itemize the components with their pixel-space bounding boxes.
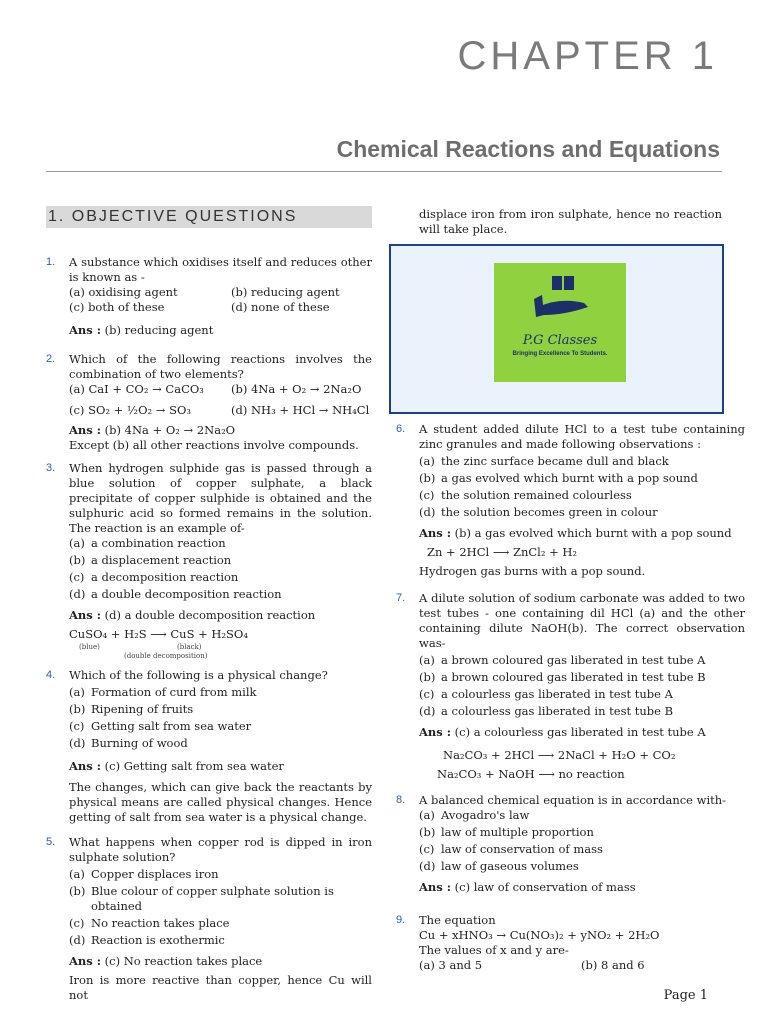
reaction-equation: Zn + 2HCl ⟶ ZnCl₂ + H₂ [427,545,578,559]
reaction-equation-2: Na₂CO₃ + NaOH ⟶ no reaction [437,767,625,781]
answer-text: (b) 4Na + O₂ → 2Na₂O [104,423,236,437]
option-a: (a) Copper displaces iron [69,867,219,881]
answer-label: Ans : [69,954,102,968]
answer [69,608,372,623]
answer-text: (b) reducing agent [104,323,214,337]
option-b: (b) a gas evolved which burnt with a pop sound [419,471,698,485]
question-8 [396,793,745,895]
option-c: (c) SO₂ + ½O₂ → SO₃ [69,403,191,417]
black-note: (black) [177,643,202,651]
title-divider [46,171,722,172]
reaction-equation: Cu + xHNO₃ → Cu(NO₃)₂ + yNO₂ + 2H₂O [419,928,660,942]
option-c: (c) a colourless gas liberated in test tube A [419,687,673,701]
option-text: a colourless gas liberated in test tube B [441,704,674,718]
question-line: The values of x and y are- [419,943,569,957]
reaction-equation-1: Na₂CO₃ + 2HCl ⟶ 2NaCl + H₂O + CO₂ [443,748,676,762]
logo-frame [389,244,724,414]
option-b: (b) 8 and 6 [581,958,645,972]
answer [69,759,372,774]
chapter-heading: CHAPTER 1 [457,34,718,78]
question-7 [396,591,745,786]
answer-text: (c) No reaction takes place [104,954,263,968]
option-b: (b) Ripening of fruits [69,702,194,716]
option-a: (a) CaI + CO₂ → CaCO₃ [69,382,204,396]
question-number: 2. [46,353,56,365]
option-text: the solution remained colourless [441,488,632,502]
option-b: (b) law of multiple proportion [419,825,594,839]
option-text: No reaction takes place [91,916,230,930]
answer [69,954,372,969]
options [419,958,745,973]
logo-tagline: Bringing Excellence To Students. [512,351,608,357]
option-c: (c) the solution remained colourless [419,488,632,502]
option-text: law of conservation of mass [441,842,603,856]
question-text: Which of the following reactions involves the combination of two elements? [69,352,372,381]
answer-text: (c) law of conservation of mass [454,880,636,894]
question-number: 4. [46,669,56,681]
option-text: a brown coloured gas liberated in test tube B [441,670,706,684]
answer-label: Ans : [69,423,102,437]
option-text: the solution becomes green in colour [441,505,658,519]
question-number: 8. [396,794,406,806]
answer-label: Ans : [69,759,102,773]
option-c: (c) law of conservation of mass [419,842,603,856]
equation-notes [69,640,372,658]
option-c: (c) a decomposition reaction [69,570,239,584]
answer-label: Ans : [419,526,452,540]
answer-note: Hydrogen gas burns with a pop sound. [419,564,646,578]
option-d: (d) none of these [231,300,330,314]
question-6 [396,422,745,579]
answer-text: (d) a double decomposition reaction [104,608,316,622]
hand-book-icon [494,263,626,333]
option-text: a colourless gas liberated in test tube A [441,687,673,701]
question-number: 9. [396,914,406,926]
answer [69,323,372,338]
option-d: (d) law of gaseous volumes [419,859,579,873]
option-text: a brown coloured gas liberated in test tube A [441,653,706,667]
answer-label: Ans : [69,323,102,337]
question-number: 7. [396,592,406,604]
question-2 [46,352,372,453]
question-text: A dilute solution of sodium carbonate was added to two test tubes - one containing dil HCl (a) and the other containing dilute NaOH(b). The correct observation was- [419,591,745,650]
reaction-type-note: (double decomposition) [124,652,208,660]
question-number: 3. [46,462,56,474]
answer-note: Except (b) all other reactions involve compounds. [69,438,359,452]
reaction-equation: CuSO₄ + H₂S ⟶ CuS + H₂SO₄ [69,627,248,641]
option-b: (b) Blue colour of copper sulphate solution is obtained [69,884,372,914]
question-text: The equation [419,913,496,927]
option-text: Blue colour of copper sulphate solution is obtained [91,884,334,913]
logo [494,263,626,382]
answer [69,423,372,438]
answer-note: The changes, which can give back the reactants by physical means are called physical changes. Hence getting of salt from sea water is a physical change. [69,780,372,824]
option-a: (a) a brown coloured gas liberated in test tube A [419,653,706,667]
option-d: (d) Reaction is exothermic [69,933,225,947]
option-text: the zinc surface became dull and black [441,454,669,468]
question-text: When hydrogen sulphide gas is passed through a blue solution of copper sulphate, a black precipitate of copper sulphide is obtained and the sulphuric acid so formed remains in the solution. The reaction is an example of- [69,461,372,535]
options [69,285,372,315]
question-text: Which of the following is a physical change? [69,668,328,682]
continued-note: displace iron from iron sulphate, hence no reaction will take place. [419,207,722,236]
option-text: a displacement reaction [91,553,232,567]
option-a: (a) Avogadro's law [419,808,530,822]
question-number: 5. [46,836,56,848]
answer-note: Iron is more reactive than copper, hence Cu will not [69,973,372,1002]
question-text: A student added dilute HCl to a test tube containing zinc granules and made following observations : [419,422,745,451]
answer-text: (b) a gas evolved which burnt with a pop sound [454,526,732,540]
question-1 [46,255,372,338]
option-d: (d) NH₃ + HCl → NH₄Cl [231,403,370,417]
option-text: Getting salt from sea water [91,719,252,733]
option-a: (a) a combination reaction [69,536,226,550]
left-column [46,255,372,1011]
option-b: (b) a displacement reaction [69,553,232,567]
option-text: Copper displaces iron [91,867,219,881]
option-a: (a) oxidising agent [69,285,178,299]
question-text: A balanced chemical equation is in accordance with- [419,793,727,807]
option-c: (c) both of these [69,300,165,314]
option-d: (d) the solution becomes green in colour [419,505,658,519]
option-text: a gas evolved which burnt with a pop sound [441,471,698,485]
chapter-title: Chemical Reactions and Equations [336,136,720,162]
option-a: (a) 3 and 5 [419,958,483,972]
option-b: (b) reducing agent [231,285,340,299]
option-c: (c) No reaction takes place [69,916,230,930]
option-text: Reaction is exothermic [91,933,225,947]
option-text: a combination reaction [91,536,226,550]
option-b: (b) 4Na + O₂ → 2Na₂O [231,382,362,396]
question-9 [396,913,745,973]
question-5 [46,835,372,1003]
logo-name: P.G Classes [522,333,598,348]
section-heading: 1. OBJECTIVE QUESTIONS [46,206,372,228]
question-text: What happens when copper rod is dipped in iron sulphate solution? [69,835,372,864]
question-number: 6. [396,423,406,435]
question-4 [46,668,372,825]
option-a: (a) Formation of curd from milk [69,685,257,699]
answer-label: Ans : [419,725,452,739]
option-b: (b) a brown coloured gas liberated in test tube B [419,670,706,684]
answer-text: (c) a colourless gas liberated in test tube A [454,725,706,739]
option-text: a double decomposition reaction [91,587,282,601]
option-text: a decomposition reaction [91,570,239,584]
question-3 [46,461,372,658]
option-c: (c) Getting salt from sea water [69,719,252,733]
question-text: A substance which oxidises itself and reduces other is known as - [69,255,372,284]
option-d: (d) Burning of wood [69,736,188,750]
page-number: Page 1 [663,988,708,1003]
option-text: Formation of curd from milk [91,685,257,699]
options [69,382,372,418]
option-d: (d) a double decomposition reaction [69,587,282,601]
option-text: Ripening of fruits [91,702,194,716]
question-number: 1. [46,256,56,268]
answer-label: Ans : [419,880,452,894]
option-text: Avogadro's law [441,808,530,822]
option-text: law of gaseous volumes [441,859,579,873]
option-text: Burning of wood [91,736,188,750]
answer [419,880,745,895]
option-d: (d) a colourless gas liberated in test tube B [419,704,674,718]
option-text: law of multiple proportion [441,825,594,839]
blue-note: (blue) [79,643,100,651]
answer [419,725,745,740]
answer-text: (c) Getting salt from sea water [104,759,284,773]
answer [419,526,745,541]
answer-label: Ans : [69,608,102,622]
option-a: (a) the zinc surface became dull and black [419,454,669,468]
